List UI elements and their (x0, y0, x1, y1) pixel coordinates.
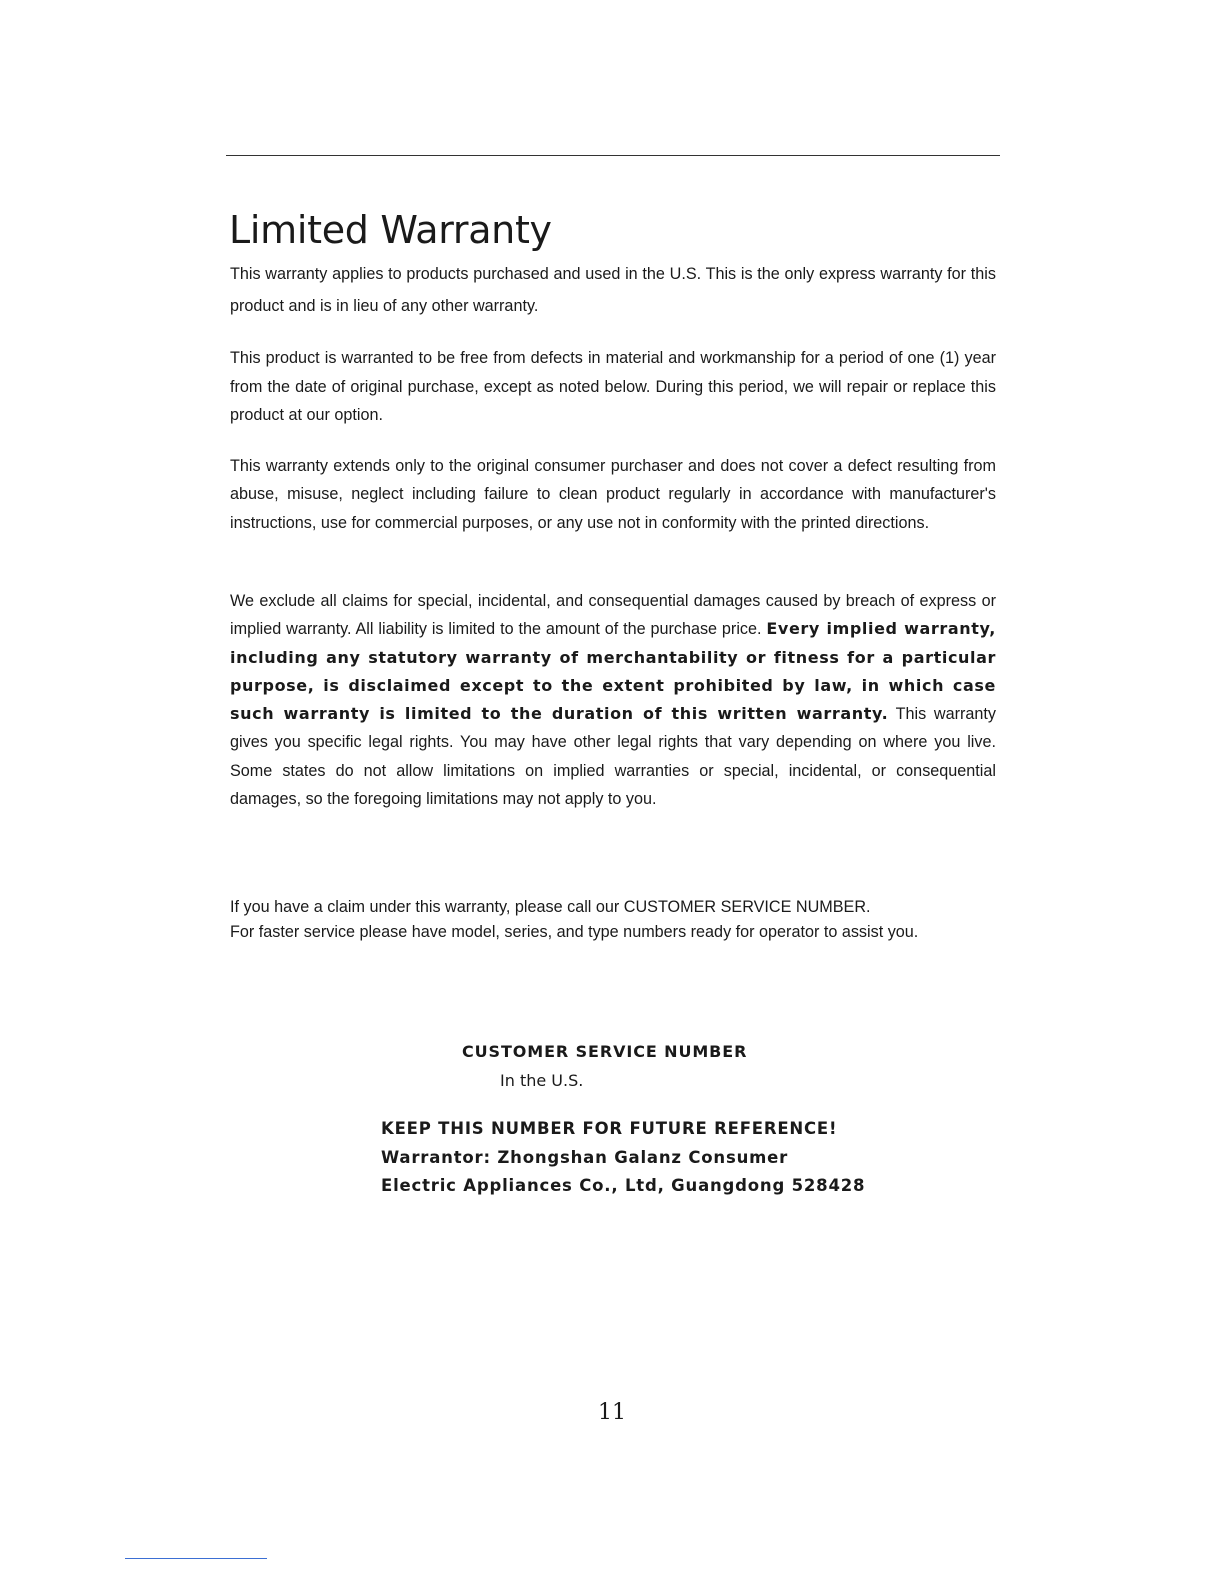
customer-service-region: In the U.S. (500, 1071, 584, 1090)
footer-link-underline (125, 1558, 267, 1559)
customer-service-heading: CUSTOMER SERVICE NUMBER (462, 1042, 748, 1061)
paragraph-exclusions: This warranty extends only to the original consumer purchaser and does not cover a defect resulting from abuse, misuse, neglect including failure to clean product regularly in accordance with manufacturer's instructions, use for commercial purposes, or any use not in conformity with the printed directions. (230, 457, 996, 532)
keep-number-notice: KEEP THIS NUMBER FOR FUTURE REFERENCE! (381, 1119, 838, 1138)
liability-text-end: This warranty gives you specific legal rights. You may have other legal rights that vary depending on where you live. Some states do not allow limitations on implied warranties or special, incidental, or consequential damages, so the foregoing limitations may not apply to you. (230, 705, 997, 809)
page-title: Limited Warranty (229, 208, 552, 252)
paragraph-coverage: This product is warranted to be free from defects in material and workmanship for a period of one (1) year from the date of original purchase, except as noted below. During this period, we will repair or replace this product at our option. (230, 349, 996, 424)
warrantor-line: Warrantor: Zhongshan Galanz Consumer (381, 1147, 789, 1167)
paragraph-scope: This warranty applies to products purchased and used in the U.S. This is the only express warranty for this product and is in lieu of any other warranty. (230, 265, 996, 315)
page-number: 11 (598, 1400, 626, 1425)
claim-line-1: If you have a claim under this warranty, please call our CUSTOMER SERVICE NUMBER. (230, 898, 871, 916)
implied-warranty-disclaimer: Every implied warranty, including any statutory warranty of merchantability or fitness for a particular purpose, is disclaimed except to the extent prohibited by law, in which case such warranty is limited to the duration of this written warranty. (230, 619, 996, 724)
warrantor-address-line: Electric Appliances Co., Ltd, Guangdong 528428 (381, 1176, 866, 1195)
top-divider (226, 155, 1000, 156)
reference-block (381, 1115, 865, 1201)
claim-instructions (230, 895, 918, 945)
liability-text-start: We exclude all claims for special, incidental, and consequential damages caused by breach of express or implied warranty. All liability is limited to the amount of the purchase price. (230, 592, 996, 639)
claim-line-2: For faster service please have model, series, and type numbers ready for operator to assist you. (230, 923, 919, 941)
paragraph-liability (230, 587, 996, 813)
